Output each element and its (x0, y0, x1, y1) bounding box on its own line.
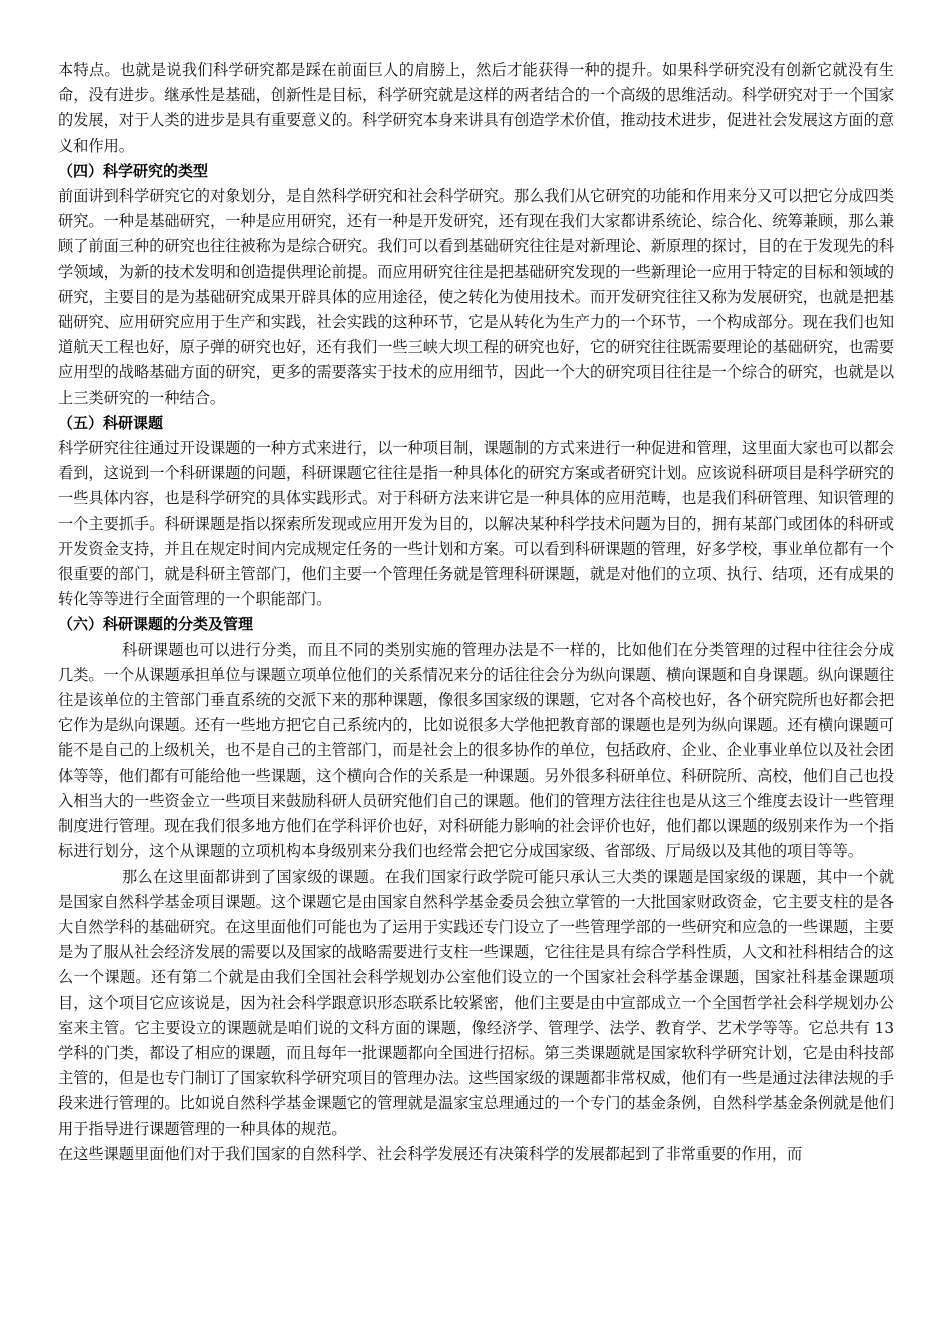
paragraph: 在这些课题里面他们对于我们国家的自然科学、社会科学发展还有决策科学的发展都起到了非常重要的作用，而 (58, 1144, 803, 1163)
paragraph: 科学研究往往通过开设课题的一种方式来进行，以一种项目制，课题制的方式来进行一种促进和管理，这里面大家也可以都会看到，这说到一个科研课题的问题，科研课题它往往是指一种具体化的研究方案或者研究计划。应该说科研项目是科学研究的一些具体内容，也是科学研究的具体实践形式。对于科研方法来讲它是一种具体的应用范畴，也是我们科研管理、知识管理的一个主要抓手。科研课题是指以探索所发现或应用开发为目的，以解决某种科学技术问题为目的，拥有某部门或团体的科研或开发资金支持，并且在规定时间内完成规定任务的一些计划和方案。可以看到科研课题的管理，好多学校，事业单位都有一个很重要的部门，就是科研主管部门，他们主要一个管理任务就是管理科研课题，就是对他们的立项、执行、结项，还有成果的转化等等进行全面管理的一个职能部门。 (58, 439, 894, 609)
section-heading: （五）科研课题 (58, 413, 164, 432)
document-body (58, 58, 894, 1167)
paragraph: 前面讲到科学研究它的对象划分，是自然科学研究和社会科学研究。那么我们从它研究的功能和作用来分又可以把它分成四类研究。一种是基础研究，一种是应用研究，还有一种是开发研究，还有现在我们大家都讲系统论、综合化、统筹兼顾，那么兼顾了前面三种的研究也往往被称为是综合研究。我们可以看到基础研究往往是对新理论、新原理的探讨，目的在于发现先的科学领域，为新的技术发明和创造提供理论前提。而应用研究往往是把基础研究发现的一些新理论一应用于特定的目标和领域的研究，主要目的是为基础研究成果开辟具体的应用途径，使之转化为使用技术。而开发研究往往又称为发展研究，也就是把基础研究、应用研究应用于生产和实践，社会实践的这种环节，它是从转化为生产力的一个环节，一个构成部分。现在我们也知道航天工程也好，原子弹的研究也好，还有我们一些三峡大坝工程的研究也好，它的研究往往既需要理论的基础研究，也需要应用型的战略基础方面的研究，更多的需要落实于技术的应用细节，因此一个大的研究项目往往是一个综合的研究，也就是以上三类研究的一种结合。 (58, 187, 894, 407)
section-heading: （四）科学研究的类型 (58, 161, 209, 180)
paragraph: 那么在这里面都讲到了国家级的课题。在我们国家行政学院可能只承认三大类的课题是国家级的课题，其中一个就是国家自然科学基金项目课题。这个课题它是由国家自然科学基金委员会独立掌管的一大批国家财政资金，它主要支柱的是各大自然学科的基础研究。在这里面他们可能也为了运用于实践还专门设立了一些管理学部的一些研究和应急的一些课题，主要是为了服从社会经济发展的需要以及国家的战略需要进行支柱一些课题，它往往是具有综合学科性质，人文和社科相结合的这么一个课题。还有第二个就是由我们全国社会科学规划办公室他们设立的一个国家社会科学基金课题，国家社科基金课题项目，这个项目它应该说是，因为社会科学跟意识形态联系比较紧密，他们主要是由中宣部成立一个全国哲学社会科学规划办公室来主管。它主要设立的课题就是咱们说的文科方面的课题，像经济学、管理学、法学、教育学、艺术学等等。它总共有 13 学科的门类，都设了相应的课题，而且每年一批课题都向全国进行招标。第三类课题就是国家软科学研究计划，它是由科技部主管的，但是也专门制订了国家软科学研究项目的管理办法。这些国家级的课题都非常权威，他们有一些是通过法律法规的手段来进行管理的。比如说自然科学基金课题它的管理就是温家宝总理通过的一个专门的基金条例，自然科学基金条例就是他们用于指导进行课题管理的一种具体的规范。 (58, 867, 894, 1138)
paragraph: 科研课题也可以进行分类，而且不同的类别实施的管理办法是不一样的，比如他们在分类管理的过程中往往会分成几类。一个从课题承担单位与课题立项单位他们的关系情况来分的话往往会分为纵向课题、横向课题和自身课题。纵向课题往往是该单位的主管部门垂直系统的交派下来的那种课题，像很多国家级的课题，它对各个高校也好，各个研究院所也好都会把它作为是纵向课题。还有一些地方把它自己系统内的，比如说很多大学他把教育部的课题也是列为纵向课题。还有横向课题可能不是自己的上级机关，也不是自己的主管部门，而是社会上的很多协作的单位，包括政府、企业、企业事业单位以及社会团体等等，他们都有可能给他一些课题，这个横向合作的关系是一种课题。另外很多科研单位、科研院所、高校，他们自己也投入相当大的一些资金立一些项目来鼓励科研人员研究他们自己的课题。他们的管理方法往往也是从这三个维度去设计一些管理制度进行管理。现在我们很多地方他们在学科评价也好，对科研能力影响的社会评价也好，他们都以课题的级别来作为一个指标进行划分，这个从课题的立项机构本身级别来分我们也经常会把它分成国家级、省部级、厅局级以及其他的项目等等。 (58, 640, 894, 861)
section-heading: （六）科研课题的分类及管理 (58, 615, 254, 634)
paragraph: 本特点。也就是说我们科学研究都是踩在前面巨人的肩膀上，然后才能获得一种的提升。如果科学研究没有创新它就没有生命，没有进步。继承性是基础，创新性是目标，科学研究就是这样的两者结合的一个高级的思维活动。科学研究对于一个国家的发展，对于人类的进步是具有重要意义的。科学研究本身来讲具有创造学术价值，推动技术进步，促进社会发展这方面的意义和作用。 (58, 61, 894, 155)
